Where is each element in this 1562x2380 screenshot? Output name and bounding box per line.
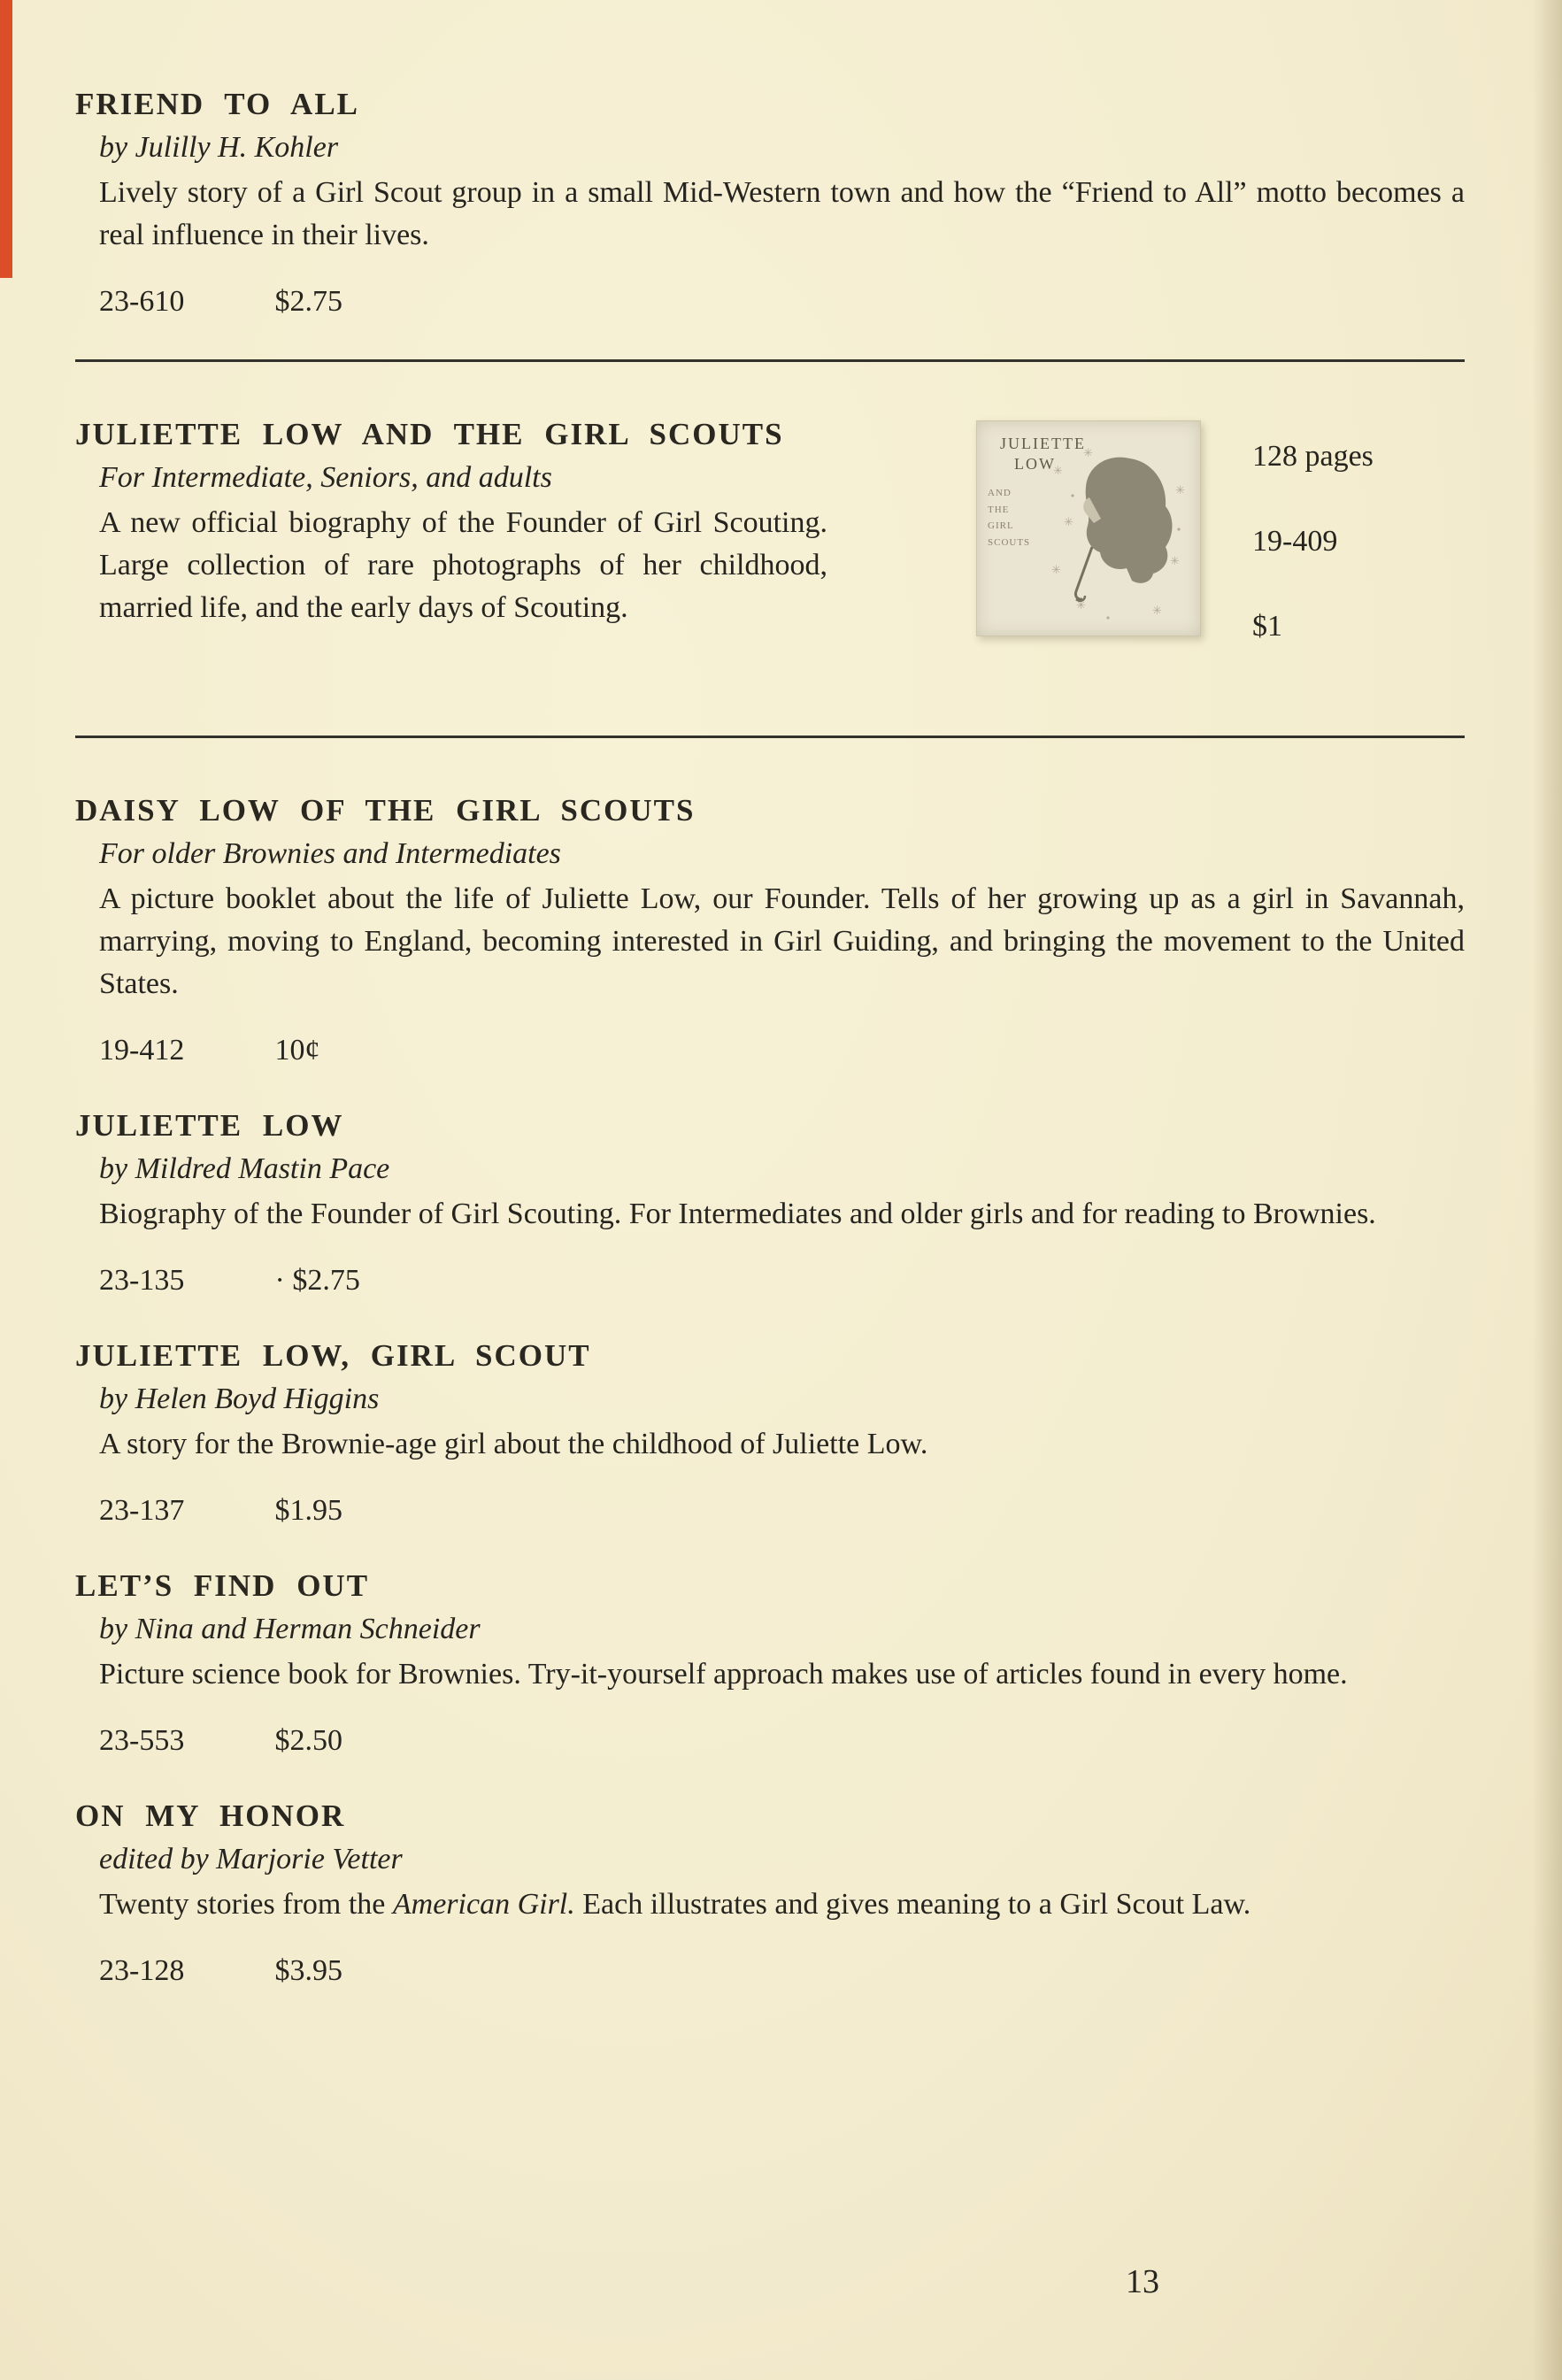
book-order-line (99, 1724, 1465, 1758)
spine-color-mark (0, 0, 12, 278)
page-edge-shadow (1532, 0, 1562, 2380)
book-description: A picture booklet about the life of Juliette Low, our Founder. Tells of her growing up as a girl in Savannah, marrying, moving to England, becoming interested in Girl Guiding, and bringing the movement to the United States. (99, 882, 1465, 1000)
section-divider (75, 736, 1465, 738)
book-entry-juliette-low-and-the-girl-scouts (75, 417, 1465, 695)
book-code: 23-128 (99, 1954, 185, 1987)
book-entry-juliette-low-girl-scout (75, 1338, 1465, 1528)
book-entry-juliette-low (75, 1108, 1465, 1298)
woman-profile-illustration (1046, 441, 1197, 622)
description-text: Each illustrates and gives meaning to a Girl Scout Law. (574, 1888, 1251, 1921)
svg-text:✳: ✳ (1175, 483, 1185, 497)
book-order-line (99, 1494, 1465, 1528)
book-description: Biography of the Founder of Girl Scouting. For Intermediates and older girls and for reading to Brownies. (99, 1198, 1376, 1230)
book-title: DAISY LOW OF THE GIRL SCOUTS (75, 793, 696, 828)
book-order-line (99, 1264, 1465, 1298)
book-price: 10¢ (274, 1034, 320, 1067)
book-audience: For older Brownies and Intermediates (99, 837, 561, 870)
book-audience: For Intermediate, Seniors, and adults (99, 461, 552, 494)
svg-text:✳: ✳ (1083, 446, 1093, 459)
book-title: JULIETTE LOW, GIRL SCOUT (75, 1338, 591, 1373)
book-price: · $2.75 (274, 1264, 360, 1297)
svg-text:✳: ✳ (1064, 515, 1073, 528)
svg-text:✳: ✳ (1152, 604, 1162, 617)
book-code: 19-409 (1252, 525, 1338, 558)
book-description: Picture science book for Brownies. Try-it-yourself approach makes use of articles found in every home. (99, 1658, 1348, 1691)
featured-text-block (75, 417, 827, 629)
featured-info-column (1252, 417, 1373, 695)
book-order-line (99, 1034, 1465, 1067)
section-divider (75, 359, 1465, 362)
book-description: Lively story of a Girl Scout group in a small Mid-Western town and how the “Friend to All” motto becomes a real influence in their lives. (99, 176, 1465, 251)
description-text: Twenty stories from the (99, 1888, 393, 1921)
book-byline: edited by Marjorie Vetter (99, 1843, 403, 1876)
book-pages: 128 pages (1252, 440, 1373, 473)
book-description (99, 1883, 1465, 1926)
book-title: ON MY HONOR (75, 1798, 346, 1833)
book-order-line (99, 285, 1465, 319)
cover-title-line2: LOW (1014, 455, 1056, 474)
description-italic-title: American Girl. (392, 1888, 575, 1921)
book-byline: by Mildred Mastin Pace (99, 1152, 390, 1185)
svg-text:✳: ✳ (1051, 563, 1061, 576)
book-price: $3.95 (274, 1954, 342, 1987)
book-description: A new official biography of the Founder of Girl Scouting. Large collection of rare photographs of her childhood, married life, and the early days of Scouting. (99, 506, 827, 624)
svg-text:✳: ✳ (1053, 464, 1063, 477)
book-entry-on-my-honor (75, 1798, 1465, 1988)
book-entry-lets-find-out (75, 1568, 1465, 1758)
book-description: A story for the Brownie-age girl about the childhood of Juliette Low. (99, 1428, 928, 1460)
book-cover-image (976, 420, 1201, 636)
page-number: 13 (1126, 2263, 1159, 2300)
book-title: JULIETTE LOW (75, 1108, 344, 1143)
book-code: 23-137 (99, 1494, 185, 1527)
book-price: $1.95 (274, 1494, 342, 1527)
book-price: $2.50 (274, 1724, 342, 1757)
book-code: 19-412 (99, 1034, 185, 1067)
book-code: 23-135 (99, 1264, 185, 1297)
book-title: FRIEND TO ALL (75, 87, 360, 121)
book-title: JULIETTE LOW AND THE GIRL SCOUTS (75, 417, 784, 451)
cover-title-line1: JULIETTE (1000, 435, 1086, 452)
book-byline: by Nina and Herman Schneider (99, 1613, 481, 1645)
book-code: 23-610 (99, 285, 185, 318)
book-order-line (99, 1954, 1465, 1988)
book-code: 23-553 (99, 1724, 185, 1757)
book-entry-daisy-low (75, 793, 1465, 1067)
svg-text:✳: ✳ (1170, 554, 1180, 567)
book-price: $1 (1252, 610, 1282, 643)
book-byline: by Julilly H. Kohler (99, 131, 339, 164)
book-price: $2.75 (274, 285, 342, 318)
book-byline: by Helen Boyd Higgins (99, 1383, 380, 1415)
svg-text:✳: ✳ (1076, 598, 1086, 612)
page-content (75, 87, 1465, 2029)
cover-subtitle-text: AND THE GIRL SCOUTS (988, 488, 1031, 549)
book-entry-friend-to-all (75, 87, 1465, 319)
book-title: LET’S FIND OUT (75, 1568, 370, 1603)
